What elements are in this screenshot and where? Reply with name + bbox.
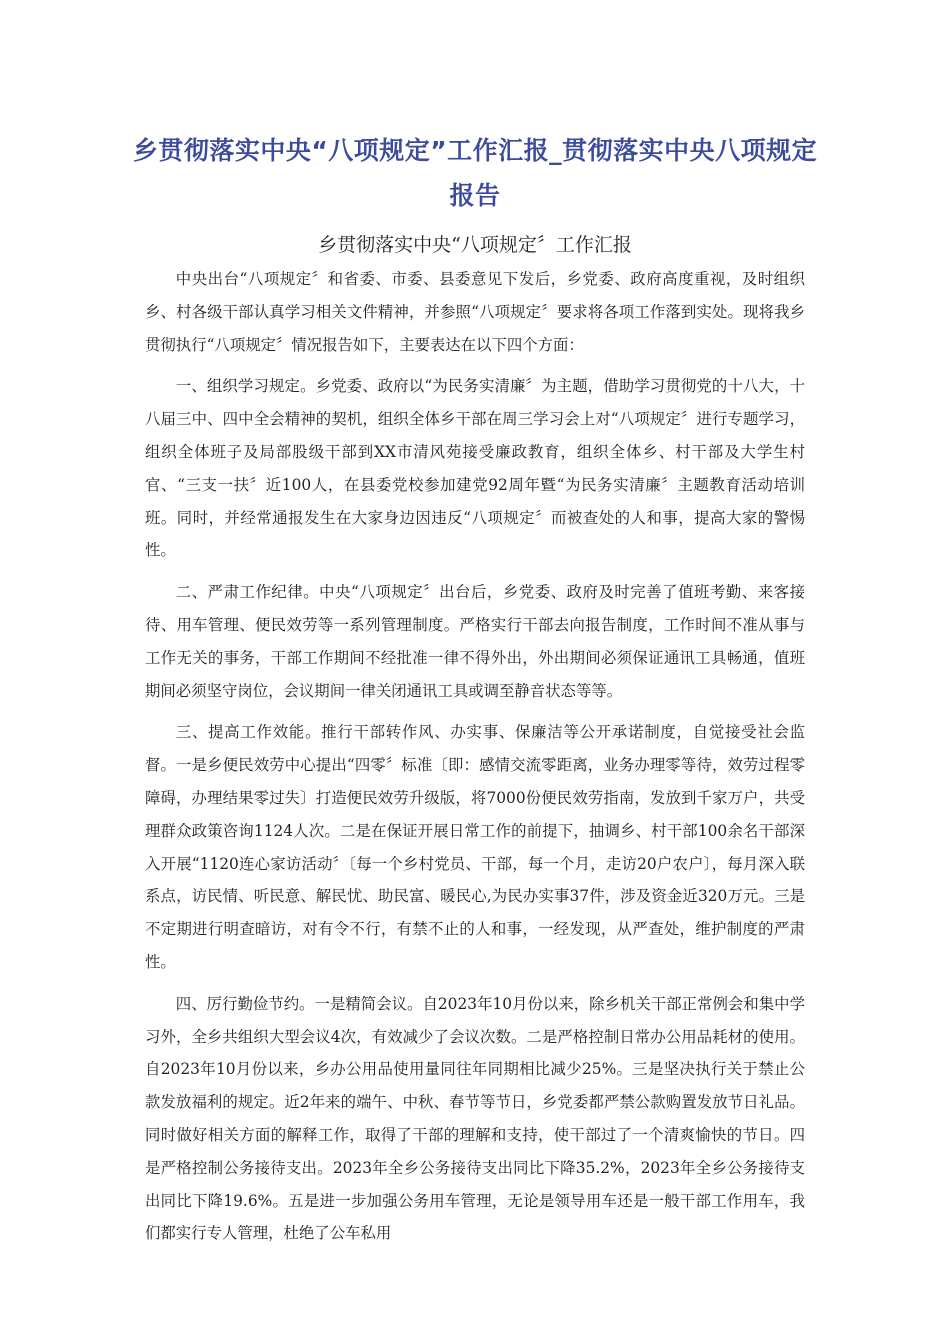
document-title: 乡贯彻落实中央“八项规定”工作汇报_贯彻落实中央八项规定报告 [132,136,818,210]
document-body [145,263,805,1259]
paragraph-thrift: 四、厉行勤俭节约。一是精简会议。自2023年10月份以来，除乡机关干部正常例会和集中学习外，全乡共组织大型会议4次，有效减少了会议次数。二是严格控制日常办公用品耗材的使用。自2023年10月份以来，乡办公用品使用量同往年同期相比减少25%。三是坚决执行关于禁止公款发放福利的规定。近2年来的端午、中秋、春节等节日，乡党委都严禁公款购置发放节日礼品。同时做好相关方面的解释工作，取得了干部的理解和支持，使干部过了一个清爽愉快的节日。四是严格控制公务接待支出。2023年全乡公务接待支出同比下降35.2%，2023年全乡公务接待支出同比下降19.6%。五是进一步加强公务用车管理，无论是领导用车还是一般干部工作用车，我们都实行专人管理，杜绝了公车私用 [145,994,805,1243]
paragraph-work-efficiency: 三、提高工作效能。推行干部转作风、办实事、保廉洁等公开承诺制度，自觉接受社会监督。一是乡便民效劳中心提出“四零〞标准〔即：感情交流零距离，业务办理零等待，效劳过程零障碍，办理结果零过失〕打造便民效劳升级版，将7000份便民效劳指南，发放到千家万户，共受理群众政策咨询1124人次。二是在保证开展日常工作的前提下，抽调乡、村干部100余名干部深入开展“1120连心家访活动〞〔每一个乡村党员、干部，每一个月，走访20户农户〕，每月深入联系点，访民情、听民意、解民忧、助民富、暖民心,为民办实事37件，涉及资金近320万元。三是不定期进行明查暗访，对有令不行，有禁不止的人和事，一经发现，从严查处，维护制度的严肃性。 [145,723,805,971]
paragraph-work-discipline: 二、严肃工作纪律。中央“八项规定〞出台后，乡党委、政府及时完善了值班考勤、来客接待、用车管理、便民效劳等一系列管理制度。严格实行干部去向报告制度，工作时间不准从事与工作无关的事务，干部工作期间不经批准一律不得外出，外出期间必须保证通讯工具畅通，值班期间必须坚守岗位，会议期间一律关闭通讯工具或调至静音状态等等。 [145,583,805,700]
paragraph-study-rules: 一、组织学习规定。乡党委、政府以“为民务实清廉〞为主题，借助学习贯彻党的十八大，十八届三中、四中全会精神的契机，组织全体乡干部在周三学习会上对“八项规定〞进行专题学习，组织全体班子及局部股级干部到XX市清风苑接受廉政教育，组织全体乡、村干部及大学生村官、“三支一扶〞近100人，在县委党校参加建党92周年暨“为民务实清廉〞主题教育活动培训班。同时，并经常通报发生在大家身边因违反“八项规定〞而被查处的人和事，提高大家的警惕性。 [145,377,805,560]
document-subtitle: 乡贯彻落实中央“八项规定〞工作汇报 [318,234,632,256]
paragraph-intro: 中央出台“八项规定〞和省委、市委、县委意见下发后，乡党委、政府高度重视，及时组织乡、村各级干部认真学习相关文件精神，并参照“八项规定〞要求将各项工作落到实处。现将我乡贯彻执行“八项规定〞情况报告如下，主要表达在以下四个方面： [145,270,805,354]
